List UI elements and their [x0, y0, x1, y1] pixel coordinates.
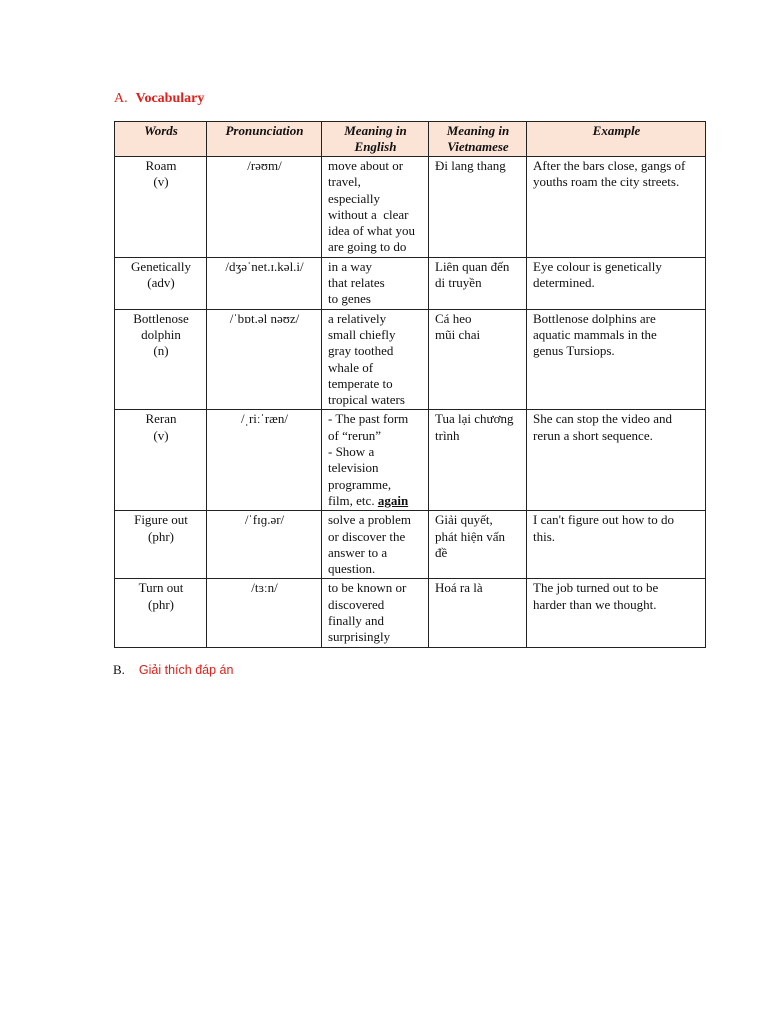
cell-line: Turn out [138, 580, 184, 596]
cell-line: (v) [153, 427, 169, 443]
cell-line: discovered [328, 596, 385, 612]
cell-line: /dʒəˈnet.ɪ.kəl.i/ [225, 258, 304, 274]
cell-meaning-vietnamese [429, 157, 527, 258]
cell-line: (phr) [148, 528, 174, 544]
section-a-heading [114, 91, 204, 107]
cell-line: aquatic mammals in the [533, 326, 657, 342]
cell-example [527, 257, 706, 309]
cell-meaning-english [322, 410, 429, 511]
cell-example [527, 410, 706, 511]
cell-example [527, 579, 706, 647]
cell-meaning-english [322, 309, 429, 410]
cell-word [115, 309, 207, 410]
cell-line: Giải quyết, [435, 512, 493, 528]
table-row [115, 309, 706, 410]
cell-meaning-vietnamese [429, 309, 527, 410]
cell-line: to be known or [328, 580, 407, 596]
cell-pronunciation [207, 579, 322, 647]
cell-line: /rəʊm/ [247, 158, 282, 173]
cell-line: determined. [533, 275, 595, 291]
cell-line: Cá heo [435, 310, 472, 326]
cell-line: đề [435, 544, 448, 560]
cell-line: mũi chai [435, 326, 481, 342]
header-words: Words [115, 122, 207, 157]
cell-line: surprisingly [328, 629, 391, 645]
cell-text: film, etc. [328, 492, 378, 508]
cell-pronunciation [207, 257, 322, 309]
cell-line: genus Tursiops. [533, 343, 615, 359]
emphasized-word: again [377, 492, 409, 508]
cell-meaning-vietnamese [429, 410, 527, 511]
cell-line: without a clear [328, 206, 409, 222]
table-row [115, 511, 706, 579]
cell-example [527, 157, 706, 258]
cell-line: idea of what you [328, 223, 416, 239]
cell-line: Genetically [131, 258, 191, 274]
cell-line: The job turned out to be [533, 580, 659, 596]
cell-line: (adv) [147, 275, 175, 291]
cell-line: harder than we thought. [533, 596, 657, 612]
cell-line: move about or [328, 158, 404, 173]
cell-line [328, 493, 423, 509]
header-example: Example [527, 122, 706, 157]
cell-word [115, 257, 207, 309]
cell-line: of “rerun” [328, 427, 382, 443]
table-row [115, 410, 706, 511]
cell-line: Hoá ra là [435, 580, 483, 596]
cell-line: - Show a [328, 444, 375, 460]
cell-line: Eye colour is genetically [533, 258, 662, 274]
cell-line: /tɜːn/ [251, 580, 278, 596]
cell-line: Figure out [134, 512, 188, 528]
cell-meaning-vietnamese [429, 511, 527, 579]
cell-line: Reran [145, 411, 177, 427]
section-b-heading [113, 662, 233, 678]
section-a-number: A. [114, 91, 128, 106]
cell-pronunciation [207, 309, 322, 410]
cell-example [527, 511, 706, 579]
table-row [115, 157, 706, 258]
cell-word [115, 579, 207, 647]
cell-word [115, 511, 207, 579]
cell-pronunciation [207, 410, 322, 511]
cell-line: that relates [328, 275, 385, 291]
cell-line: phát hiện vấn [435, 528, 506, 544]
cell-line: (n) [153, 343, 169, 359]
cell-word [115, 157, 207, 258]
cell-line: whale of [328, 359, 374, 375]
cell-meaning-english [322, 257, 429, 309]
cell-line: or discover the [328, 528, 406, 544]
cell-line: in a way [328, 258, 373, 274]
cell-meaning-english [322, 157, 429, 258]
cell-line: I can't figure out how to do [533, 512, 674, 528]
cell-line: /ˈfɪɡ.ər/ [244, 512, 285, 528]
cell-line: finally and [328, 613, 384, 629]
cell-line: di truyền [435, 275, 482, 291]
cell-meaning-vietnamese [429, 579, 527, 647]
cell-line: Bottlenose [133, 310, 189, 326]
cell-line: dolphin [141, 326, 181, 342]
cell-line: are going to do [328, 239, 407, 255]
cell-line: trình [435, 427, 460, 443]
table-header-row [115, 122, 706, 157]
header-pronunciation: Pronunciation [207, 122, 322, 157]
table-row [115, 257, 706, 309]
cell-line: After the bars close, gangs of [533, 158, 686, 173]
cell-line: answer to a [328, 544, 388, 560]
cell-meaning-english [322, 579, 429, 647]
cell-line: tropical waters [328, 392, 405, 408]
cell-line: a relatively [328, 310, 387, 326]
cell-line: (phr) [148, 596, 174, 612]
cell-meaning-vietnamese [429, 257, 527, 309]
cell-line: Tua lại chương [435, 411, 514, 427]
cell-pronunciation [207, 511, 322, 579]
cell-line: Roam [145, 158, 177, 173]
cell-line: to genes [328, 291, 371, 307]
cell-line: She can stop the video and [533, 411, 672, 427]
section-a-title: Vocabulary [135, 91, 205, 106]
cell-line: youths roam the city streets. [533, 174, 680, 190]
cell-line: - The past form [328, 411, 409, 427]
cell-line: solve a problem [328, 512, 412, 528]
section-b-title: Giải thích đáp án [138, 663, 234, 677]
header-meaning-english: Meaning in English [322, 122, 429, 157]
cell-word [115, 410, 207, 511]
cell-line: question. [328, 561, 376, 577]
vocabulary-table [114, 121, 706, 648]
cell-line: this. [533, 528, 556, 544]
cell-line: Đi lang thang [435, 158, 506, 173]
cell-line: Bottlenose dolphins are [533, 310, 656, 326]
cell-line: /ˈbɒt.əl nəʊz/ [229, 310, 300, 326]
cell-line: temperate to [328, 375, 393, 391]
cell-example [527, 309, 706, 410]
cell-line: (v) [153, 174, 169, 190]
cell-line: Liên quan đến [435, 258, 510, 274]
cell-line: especially [328, 190, 380, 206]
cell-line: /ˌriːˈræn/ [241, 411, 288, 427]
header-meaning-vietnamese: Meaning in Vietnamese [429, 122, 527, 157]
cell-line: travel, [328, 174, 361, 190]
cell-meaning-english [322, 511, 429, 579]
cell-line: television [328, 460, 379, 476]
cell-pronunciation [207, 157, 322, 258]
cell-line: small chiefly [328, 326, 396, 342]
section-b-number: B. [113, 662, 125, 677]
cell-line: rerun a short sequence. [533, 427, 653, 443]
table-row [115, 579, 706, 647]
cell-line: programme, [328, 476, 392, 492]
cell-line: gray toothed [328, 343, 394, 359]
